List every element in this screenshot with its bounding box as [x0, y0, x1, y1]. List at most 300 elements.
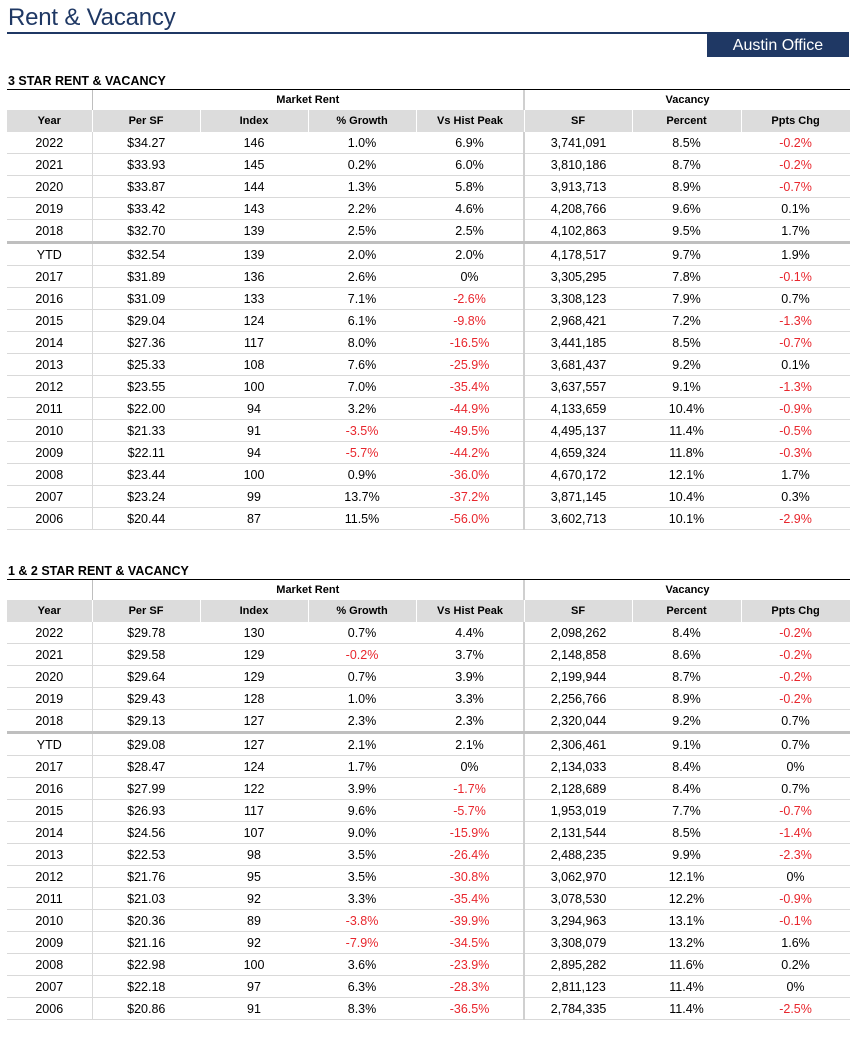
cell-year: 2019: [7, 198, 92, 220]
cell-percent: 8.4%: [632, 622, 741, 644]
table-row: [7, 666, 850, 688]
cell-growth: 0.2%: [308, 154, 416, 176]
cell-per-sf: $33.87: [92, 176, 200, 198]
col-header-sf: SF: [524, 110, 632, 132]
rent-vacancy-table-3-star: [7, 90, 851, 530]
cell-index: 92: [200, 888, 308, 910]
page-title: Rent & Vacancy: [8, 4, 176, 31]
cell-year: 2009: [7, 932, 92, 954]
cell-ppts-chg: 1.9%: [741, 243, 850, 266]
cell-per-sf: $20.86: [92, 998, 200, 1020]
cell-ppts-chg: -0.9%: [741, 888, 850, 910]
cell-year: 2014: [7, 822, 92, 844]
table-row: [7, 442, 850, 464]
cell-index: 124: [200, 756, 308, 778]
cell-percent: 10.4%: [632, 486, 741, 508]
col-header-sf: SF: [524, 600, 632, 622]
cell-ppts-chg: 0.1%: [741, 354, 850, 376]
cell-ppts-chg: 0.7%: [741, 778, 850, 800]
cell-sf: 3,308,079: [524, 932, 632, 954]
cell-percent: 11.4%: [632, 420, 741, 442]
table-row-ytd: [7, 733, 850, 756]
cell-sf: 4,670,172: [524, 464, 632, 486]
cell-sf: 2,306,461: [524, 733, 632, 756]
cell-ppts-chg: -1.4%: [741, 822, 850, 844]
cell-growth: 9.0%: [308, 822, 416, 844]
cell-vs-hist-peak: -2.6%: [416, 288, 524, 310]
cell-ppts-chg: 0.7%: [741, 710, 850, 733]
cell-index: 87: [200, 508, 308, 530]
cell-ppts-chg: -0.9%: [741, 398, 850, 420]
cell-growth: 2.5%: [308, 220, 416, 243]
cell-year: YTD: [7, 733, 92, 756]
cell-year: 2012: [7, 376, 92, 398]
cell-per-sf: $20.36: [92, 910, 200, 932]
cell-per-sf: $29.78: [92, 622, 200, 644]
cell-per-sf: $29.13: [92, 710, 200, 733]
group-header-market-rent: Market Rent: [92, 580, 524, 600]
group-header-vacancy: Vacancy: [524, 90, 850, 110]
cell-sf: 3,741,091: [524, 132, 632, 154]
cell-index: 122: [200, 778, 308, 800]
cell-index: 129: [200, 644, 308, 666]
section-3-star: [7, 73, 850, 530]
section-1-2-star: [7, 563, 850, 1020]
cell-sf: 2,131,544: [524, 822, 632, 844]
cell-per-sf: $31.09: [92, 288, 200, 310]
cell-sf: 3,441,185: [524, 332, 632, 354]
cell-year: 2010: [7, 910, 92, 932]
cell-sf: 2,488,235: [524, 844, 632, 866]
col-header-per-sf: Per SF: [92, 110, 200, 132]
cell-percent: 12.1%: [632, 464, 741, 486]
cell-per-sf: $22.53: [92, 844, 200, 866]
cell-sf: 3,913,713: [524, 176, 632, 198]
cell-year: 2015: [7, 310, 92, 332]
cell-vs-hist-peak: 2.0%: [416, 243, 524, 266]
cell-percent: 8.5%: [632, 132, 741, 154]
cell-ppts-chg: 0.2%: [741, 954, 850, 976]
cell-growth: 0.7%: [308, 622, 416, 644]
cell-per-sf: $25.33: [92, 354, 200, 376]
cell-per-sf: $33.93: [92, 154, 200, 176]
col-header-growth: % Growth: [308, 110, 416, 132]
table-row: [7, 888, 850, 910]
table-row: [7, 800, 850, 822]
cell-sf: 2,134,033: [524, 756, 632, 778]
group-header-market-rent: Market Rent: [92, 90, 524, 110]
cell-per-sf: $23.55: [92, 376, 200, 398]
cell-growth: 3.5%: [308, 866, 416, 888]
cell-index: 124: [200, 310, 308, 332]
cell-percent: 9.7%: [632, 243, 741, 266]
cell-growth: -3.8%: [308, 910, 416, 932]
cell-sf: 3,637,557: [524, 376, 632, 398]
cell-per-sf: $29.08: [92, 733, 200, 756]
cell-year: 2007: [7, 976, 92, 998]
table-row: [7, 622, 850, 644]
cell-index: 127: [200, 733, 308, 756]
cell-year: 2022: [7, 132, 92, 154]
cell-index: 94: [200, 398, 308, 420]
cell-percent: 9.1%: [632, 733, 741, 756]
cell-per-sf: $34.27: [92, 132, 200, 154]
cell-ppts-chg: -2.3%: [741, 844, 850, 866]
cell-sf: 1,953,019: [524, 800, 632, 822]
table-row: [7, 998, 850, 1020]
cell-vs-hist-peak: -30.8%: [416, 866, 524, 888]
cell-percent: 8.7%: [632, 154, 741, 176]
cell-index: 92: [200, 932, 308, 954]
col-header-percent: Percent: [632, 600, 741, 622]
cell-index: 146: [200, 132, 308, 154]
cell-growth: 13.7%: [308, 486, 416, 508]
cell-ppts-chg: -1.3%: [741, 376, 850, 398]
cell-index: 117: [200, 332, 308, 354]
market-badge: Austin Office: [707, 34, 849, 57]
cell-index: 139: [200, 243, 308, 266]
table-row: [7, 310, 850, 332]
cell-per-sf: $31.89: [92, 266, 200, 288]
table-row: [7, 198, 850, 220]
cell-growth: 2.2%: [308, 198, 416, 220]
cell-growth: 0.9%: [308, 464, 416, 486]
cell-index: 91: [200, 420, 308, 442]
table-row: [7, 976, 850, 998]
cell-index: 144: [200, 176, 308, 198]
cell-ppts-chg: -0.2%: [741, 666, 850, 688]
cell-percent: 7.7%: [632, 800, 741, 822]
table-row: [7, 354, 850, 376]
cell-index: 139: [200, 220, 308, 243]
cell-per-sf: $23.44: [92, 464, 200, 486]
cell-percent: 8.9%: [632, 176, 741, 198]
cell-ppts-chg: -2.9%: [741, 508, 850, 530]
cell-per-sf: $32.70: [92, 220, 200, 243]
table-row: [7, 756, 850, 778]
cell-sf: 4,659,324: [524, 442, 632, 464]
cell-vs-hist-peak: 0%: [416, 266, 524, 288]
cell-index: 99: [200, 486, 308, 508]
cell-growth: 7.6%: [308, 354, 416, 376]
cell-percent: 11.6%: [632, 954, 741, 976]
cell-index: 108: [200, 354, 308, 376]
cell-sf: 4,133,659: [524, 398, 632, 420]
cell-year: 2016: [7, 288, 92, 310]
cell-year: 2010: [7, 420, 92, 442]
table-row: [7, 464, 850, 486]
cell-ppts-chg: -0.3%: [741, 442, 850, 464]
table-row: [7, 644, 850, 666]
cell-vs-hist-peak: 3.3%: [416, 688, 524, 710]
cell-per-sf: $29.04: [92, 310, 200, 332]
cell-growth: 3.6%: [308, 954, 416, 976]
cell-per-sf: $21.16: [92, 932, 200, 954]
cell-vs-hist-peak: -37.2%: [416, 486, 524, 508]
cell-vs-hist-peak: -28.3%: [416, 976, 524, 998]
cell-per-sf: $29.58: [92, 644, 200, 666]
cell-sf: 3,294,963: [524, 910, 632, 932]
table-row: [7, 822, 850, 844]
cell-vs-hist-peak: 2.5%: [416, 220, 524, 243]
cell-sf: 2,811,123: [524, 976, 632, 998]
rent-vacancy-table-1-2-star: [7, 580, 851, 1020]
cell-ppts-chg: 0%: [741, 866, 850, 888]
cell-ppts-chg: -0.5%: [741, 420, 850, 442]
cell-per-sf: $21.76: [92, 866, 200, 888]
cell-ppts-chg: -2.5%: [741, 998, 850, 1020]
cell-index: 117: [200, 800, 308, 822]
cell-percent: 10.1%: [632, 508, 741, 530]
col-header-vs-hist-peak: Vs Hist Peak: [416, 600, 524, 622]
table-row: [7, 954, 850, 976]
cell-year: 2013: [7, 844, 92, 866]
cell-percent: 8.7%: [632, 666, 741, 688]
cell-year: 2020: [7, 666, 92, 688]
cell-ppts-chg: 1.7%: [741, 220, 850, 243]
cell-vs-hist-peak: -44.2%: [416, 442, 524, 464]
cell-percent: 9.2%: [632, 710, 741, 733]
cell-per-sf: $22.98: [92, 954, 200, 976]
table-row: [7, 176, 850, 198]
cell-percent: 8.5%: [632, 822, 741, 844]
cell-year: 2012: [7, 866, 92, 888]
cell-index: 107: [200, 822, 308, 844]
cell-per-sf: $27.99: [92, 778, 200, 800]
cell-growth: 1.0%: [308, 132, 416, 154]
cell-vs-hist-peak: -16.5%: [416, 332, 524, 354]
table-row: [7, 778, 850, 800]
cell-year: 2007: [7, 486, 92, 508]
cell-growth: 0.7%: [308, 666, 416, 688]
cell-per-sf: $22.18: [92, 976, 200, 998]
cell-sf: 2,895,282: [524, 954, 632, 976]
cell-growth: 2.0%: [308, 243, 416, 266]
col-header-vs-hist-peak: Vs Hist Peak: [416, 110, 524, 132]
table-row: [7, 910, 850, 932]
cell-growth: 3.3%: [308, 888, 416, 910]
cell-year: 2021: [7, 644, 92, 666]
cell-vs-hist-peak: 3.9%: [416, 666, 524, 688]
cell-vs-hist-peak: 6.0%: [416, 154, 524, 176]
col-header-ppts-chg: Ppts Chg: [741, 600, 850, 622]
table-row: [7, 486, 850, 508]
cell-ppts-chg: -0.2%: [741, 132, 850, 154]
cell-sf: 3,078,530: [524, 888, 632, 910]
cell-year: 2019: [7, 688, 92, 710]
cell-index: 94: [200, 442, 308, 464]
cell-index: 145: [200, 154, 308, 176]
cell-vs-hist-peak: 5.8%: [416, 176, 524, 198]
cell-year: 2009: [7, 442, 92, 464]
cell-ppts-chg: 0.3%: [741, 486, 850, 508]
cell-ppts-chg: 0%: [741, 756, 850, 778]
cell-sf: 3,681,437: [524, 354, 632, 376]
cell-year: 2014: [7, 332, 92, 354]
cell-index: 129: [200, 666, 308, 688]
cell-index: 97: [200, 976, 308, 998]
cell-percent: 9.2%: [632, 354, 741, 376]
cell-percent: 7.8%: [632, 266, 741, 288]
cell-percent: 9.9%: [632, 844, 741, 866]
cell-ppts-chg: -0.2%: [741, 622, 850, 644]
cell-ppts-chg: -0.7%: [741, 176, 850, 198]
cell-index: 95: [200, 866, 308, 888]
cell-ppts-chg: -0.1%: [741, 266, 850, 288]
cell-ppts-chg: 0.7%: [741, 288, 850, 310]
cell-year: 2008: [7, 464, 92, 486]
cell-percent: 10.4%: [632, 398, 741, 420]
col-header-per-sf: Per SF: [92, 600, 200, 622]
cell-vs-hist-peak: -35.4%: [416, 888, 524, 910]
table-row: [7, 710, 850, 733]
cell-sf: 3,062,970: [524, 866, 632, 888]
table-row: [7, 866, 850, 888]
cell-ppts-chg: -1.3%: [741, 310, 850, 332]
cell-index: 133: [200, 288, 308, 310]
cell-sf: 2,784,335: [524, 998, 632, 1020]
cell-percent: 11.8%: [632, 442, 741, 464]
cell-vs-hist-peak: -25.9%: [416, 354, 524, 376]
cell-year: 2017: [7, 266, 92, 288]
cell-percent: 8.9%: [632, 688, 741, 710]
table-row: [7, 688, 850, 710]
cell-growth: 7.0%: [308, 376, 416, 398]
cell-percent: 8.4%: [632, 778, 741, 800]
cell-vs-hist-peak: -36.5%: [416, 998, 524, 1020]
cell-per-sf: $23.24: [92, 486, 200, 508]
cell-growth: -5.7%: [308, 442, 416, 464]
cell-sf: 4,102,863: [524, 220, 632, 243]
cell-year: 2006: [7, 508, 92, 530]
cell-percent: 9.1%: [632, 376, 741, 398]
cell-per-sf: $27.36: [92, 332, 200, 354]
cell-vs-hist-peak: -56.0%: [416, 508, 524, 530]
cell-percent: 9.5%: [632, 220, 741, 243]
cell-index: 100: [200, 376, 308, 398]
cell-year: 2013: [7, 354, 92, 376]
cell-vs-hist-peak: 0%: [416, 756, 524, 778]
cell-year: 2006: [7, 998, 92, 1020]
cell-per-sf: $20.44: [92, 508, 200, 530]
col-header-year: Year: [7, 110, 92, 132]
cell-ppts-chg: 1.7%: [741, 464, 850, 486]
col-header-percent: Percent: [632, 110, 741, 132]
cell-vs-hist-peak: -5.7%: [416, 800, 524, 822]
cell-vs-hist-peak: 2.1%: [416, 733, 524, 756]
table-row: [7, 332, 850, 354]
cell-percent: 11.4%: [632, 976, 741, 998]
cell-index: 143: [200, 198, 308, 220]
cell-ppts-chg: -0.2%: [741, 154, 850, 176]
table-row: [7, 508, 850, 530]
cell-sf: 2,320,044: [524, 710, 632, 733]
table-row: [7, 132, 850, 154]
cell-ppts-chg: -0.2%: [741, 688, 850, 710]
table-row: [7, 266, 850, 288]
cell-per-sf: $22.11: [92, 442, 200, 464]
cell-growth: 3.2%: [308, 398, 416, 420]
group-header-blank: [7, 580, 92, 600]
cell-ppts-chg: -0.2%: [741, 644, 850, 666]
cell-index: 100: [200, 954, 308, 976]
cell-growth: 1.0%: [308, 688, 416, 710]
cell-growth: 8.0%: [308, 332, 416, 354]
cell-sf: 2,098,262: [524, 622, 632, 644]
cell-growth: -3.5%: [308, 420, 416, 442]
cell-per-sf: $21.33: [92, 420, 200, 442]
cell-per-sf: $26.93: [92, 800, 200, 822]
cell-per-sf: $22.00: [92, 398, 200, 420]
group-header-blank: [7, 90, 92, 110]
cell-ppts-chg: -0.1%: [741, 910, 850, 932]
cell-growth: 1.3%: [308, 176, 416, 198]
cell-sf: 4,178,517: [524, 243, 632, 266]
cell-vs-hist-peak: 4.6%: [416, 198, 524, 220]
cell-sf: 2,256,766: [524, 688, 632, 710]
cell-sf: 3,871,145: [524, 486, 632, 508]
cell-growth: 1.7%: [308, 756, 416, 778]
cell-sf: 3,305,295: [524, 266, 632, 288]
cell-percent: 13.2%: [632, 932, 741, 954]
col-header-growth: % Growth: [308, 600, 416, 622]
col-header-ppts-chg: Ppts Chg: [741, 110, 850, 132]
cell-percent: 8.6%: [632, 644, 741, 666]
cell-ppts-chg: 1.6%: [741, 932, 850, 954]
cell-sf: 2,148,858: [524, 644, 632, 666]
cell-sf: 2,199,944: [524, 666, 632, 688]
cell-year: 2018: [7, 220, 92, 243]
cell-growth: 2.1%: [308, 733, 416, 756]
cell-index: 130: [200, 622, 308, 644]
group-header-vacancy: Vacancy: [524, 580, 850, 600]
cell-vs-hist-peak: -49.5%: [416, 420, 524, 442]
cell-year: YTD: [7, 243, 92, 266]
cell-per-sf: $29.43: [92, 688, 200, 710]
cell-vs-hist-peak: -34.5%: [416, 932, 524, 954]
cell-percent: 8.4%: [632, 756, 741, 778]
cell-sf: 3,810,186: [524, 154, 632, 176]
table-row-ytd: [7, 243, 850, 266]
cell-vs-hist-peak: -36.0%: [416, 464, 524, 486]
cell-year: 2016: [7, 778, 92, 800]
cell-growth: 2.3%: [308, 710, 416, 733]
cell-growth: 3.9%: [308, 778, 416, 800]
cell-per-sf: $24.56: [92, 822, 200, 844]
cell-vs-hist-peak: -9.8%: [416, 310, 524, 332]
cell-percent: 12.2%: [632, 888, 741, 910]
cell-year: 2022: [7, 622, 92, 644]
cell-year: 2021: [7, 154, 92, 176]
cell-index: 100: [200, 464, 308, 486]
cell-sf: 4,495,137: [524, 420, 632, 442]
cell-ppts-chg: 0.7%: [741, 733, 850, 756]
cell-index: 89: [200, 910, 308, 932]
table-row: [7, 398, 850, 420]
cell-sf: 2,128,689: [524, 778, 632, 800]
col-header-index: Index: [200, 110, 308, 132]
cell-growth: 8.3%: [308, 998, 416, 1020]
cell-year: 2020: [7, 176, 92, 198]
table-row: [7, 420, 850, 442]
cell-vs-hist-peak: 2.3%: [416, 710, 524, 733]
cell-growth: 2.6%: [308, 266, 416, 288]
cell-growth: 9.6%: [308, 800, 416, 822]
cell-vs-hist-peak: -1.7%: [416, 778, 524, 800]
cell-vs-hist-peak: -39.9%: [416, 910, 524, 932]
cell-index: 127: [200, 710, 308, 733]
cell-ppts-chg: -0.7%: [741, 800, 850, 822]
